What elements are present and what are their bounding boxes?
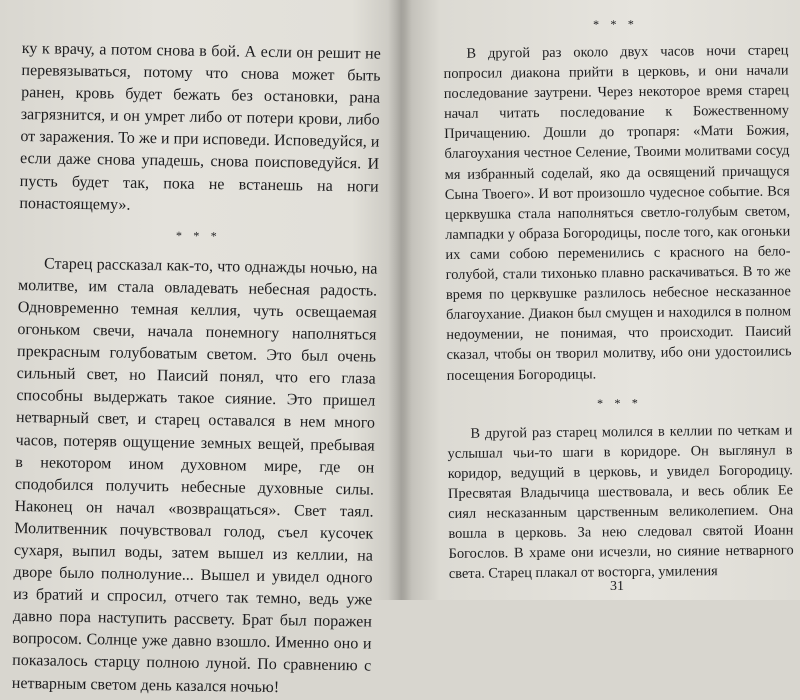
- left-page: [0, 0, 395, 696]
- right-page-text: [443, 12, 794, 584]
- section-separator-top: * * *: [593, 16, 639, 32]
- section-separator-mid: * * *: [596, 395, 643, 411]
- story-paragraph-2: В другой раз старец молился в келлии по четкам и услышал чьи-то шаги в коридоре. Он выглянул в коридор, ведущий в церковь, и увидел Богородицу. Пресвятая Владычица шествовала, и весь облик Ее сиял несказанным царственным великолепием. Она вошла в церковь. За нею следовал святой Иоанн Богослов. В храме они исчезли, но сияние нетварного света. Старец плакал от восторга, умиления: [447, 421, 794, 583]
- right-page: [405, 0, 800, 600]
- left-page-text: [12, 38, 381, 700]
- continuation-paragraph: ку к врачу, а потом снова в бой. А если он решит не перевязываться, потому что снова может быть ранен, кровь будет бежать без остановки, рана загрязнится, и он умрет либо от потери крови, либо от заражения. То же и при исповеди. Исповедуйся, и если даже снова упадешь, снова поисповедуйся. И пусть будет так, пока не встанешь на ноги понастоящему».: [19, 39, 381, 214]
- story-paragraph-1: В другой раз около двух часов ночи старец попросил диакона прийти в церковь, и они начали последование заутрени. Через некоторое время старец начал читать последование к Божественному Причащению. Дошли до тропаря: «Мати Божия, благоухания честное Селение, Твоими молитвами сосуд мя избранный соделай, яко да освящений причащуся Сына Твоего». И вот произошло чудесное событие. Вся церквушка стала наполняться светло-голубым светом, лампадки у образа Богородицы, после того, как огоньки их сами собою переменились с красного на бело-голубой, стали тихонько плавно раскачиваться. В то же время по церквушке разлилось небесное несказанное благоухание. Диакон был смущен и находился в полном недоумении, не понимая, что происходит. Паисий сказал, чтобы он творил молитву, ибо они удостоились посещения Богородицы.: [443, 42, 792, 384]
- story-paragraph: Старец рассказал как-то, что однажды ночью, на молитве, им стала овладевать небесная радость. Одновременно темная келлия, чуть освещаемая огоньком свечи, начала понемногу наполняться прекрасным голубоватым светом. Это был очень сильный свет, но Паисий понял, что его глаза способны выдержать такое сияние. Это пришел нетварный свет, и старец оставался в нем много часов, потеряв ощущение земных вещей, пребывая в некотором ином духовном мире, где он сподобился получить небесные духовные силы. Наконец он начал «возвращаться». Свет таял. Молитвенник почувствовал голод, съел кусочек сухаря, выпил воды, затем вышел из келлии, на дворе было полнолуние... Вышел и увидел одного из братий и спросил, отчего так темно, ведь уже давно пора наступить рассвету. Брат был поражен вопросом. Солнце уже давно взошло. Именно оно и показалось старцу полною луной. По сравнению с нетварным светом день казался ночью!: [11, 255, 378, 696]
- page-number: 31: [610, 579, 624, 594]
- section-separator: * * *: [175, 228, 222, 243]
